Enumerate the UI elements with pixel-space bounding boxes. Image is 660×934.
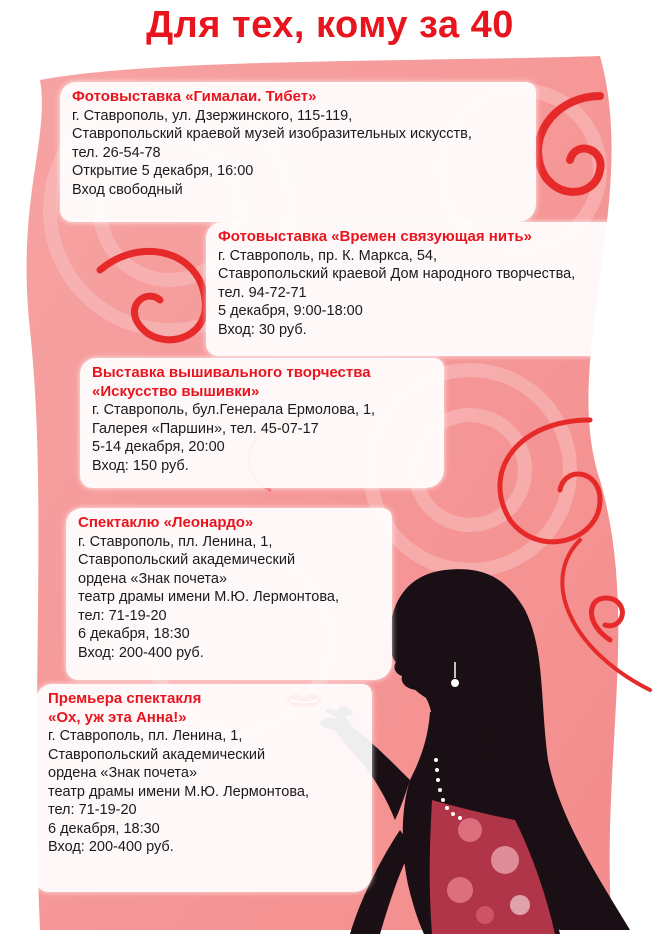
event-price: Вход: 150 руб. <box>92 457 189 474</box>
event-phone: тел. 26-54-78 <box>72 144 161 161</box>
earring <box>451 679 459 687</box>
event-date: 6 декабря, 18:30 <box>48 820 160 837</box>
event-venue: Ставропольский академический <box>48 746 266 763</box>
event-venue: театр драмы имени М.Ю. Лермонтова, <box>78 589 339 605</box>
event-card-photo-himalaya <box>60 82 536 222</box>
event-venue: Галерея «Паршин», тел. 45-07-17 <box>92 420 319 437</box>
event-address: г. Ставрополь, пл. Ленина, 1, <box>48 728 243 744</box>
event-address: г. Ставрополь, пл. Ленина, 1, <box>78 533 273 550</box>
page-title: Для тех, кому за 40 <box>146 4 514 46</box>
event-card-embroidery <box>80 358 444 488</box>
event-phone: тел: 71-19-20 <box>78 607 167 624</box>
event-date: 5-14 декабря, 20:00 <box>92 439 225 455</box>
event-phone: тел. 94-72-71 <box>218 284 307 301</box>
event-venue: ордена «Знак почета» <box>48 765 198 781</box>
event-venue: Ставропольский краевой Дом народного творчества, <box>218 266 576 282</box>
event-price: Вход: 30 руб. <box>218 321 307 338</box>
event-address: г. Ставрополь, пр. К. Маркса, 54, <box>218 247 437 264</box>
event-title: Фотовыставка «Времен связующая нить» <box>218 228 532 245</box>
event-card-anna-premiere <box>36 684 372 892</box>
event-venue: Ставропольский академический <box>78 552 296 568</box>
event-title-line-2: «Ох, уж эта Анна!» <box>48 708 187 726</box>
event-title: Спектаклю «Леонардо» <box>78 514 254 531</box>
event-venue: Ставропольский краевой музей изобразительных искусств, <box>72 126 472 142</box>
event-price: Вход свободный <box>72 181 183 198</box>
event-card-leonardo <box>66 508 392 680</box>
event-title: Премьера спектакля <box>48 690 202 707</box>
event-venue: ордена «Знак почета» <box>78 570 228 587</box>
event-date: 5 декабря, 9:00-18:00 <box>218 303 363 319</box>
event-address: г. Ставрополь, ул. Дзержинского, 115-119, <box>72 107 353 124</box>
event-price: Вход: 200-400 руб. <box>48 839 174 855</box>
event-title-line-2: «Искусство вышивки» <box>92 382 260 400</box>
event-date: 6 декабря, 18:30 <box>78 626 190 642</box>
event-venue: театр драмы имени М.Ю. Лермонтова, <box>48 783 309 800</box>
event-card-photo-thread <box>206 222 650 356</box>
event-phone: тел: 71-19-20 <box>48 802 137 818</box>
event-date: Открытие 5 декабря, 16:00 <box>72 163 254 179</box>
event-title: Выставка вышивального творчества <box>92 364 371 381</box>
event-title: Фотовыставка «Гималаи. Тибет» <box>72 88 317 105</box>
event-address: г. Ставрополь, бул.Генерала Ермолова, 1, <box>92 402 376 418</box>
event-price: Вход: 200-400 руб. <box>78 644 204 661</box>
